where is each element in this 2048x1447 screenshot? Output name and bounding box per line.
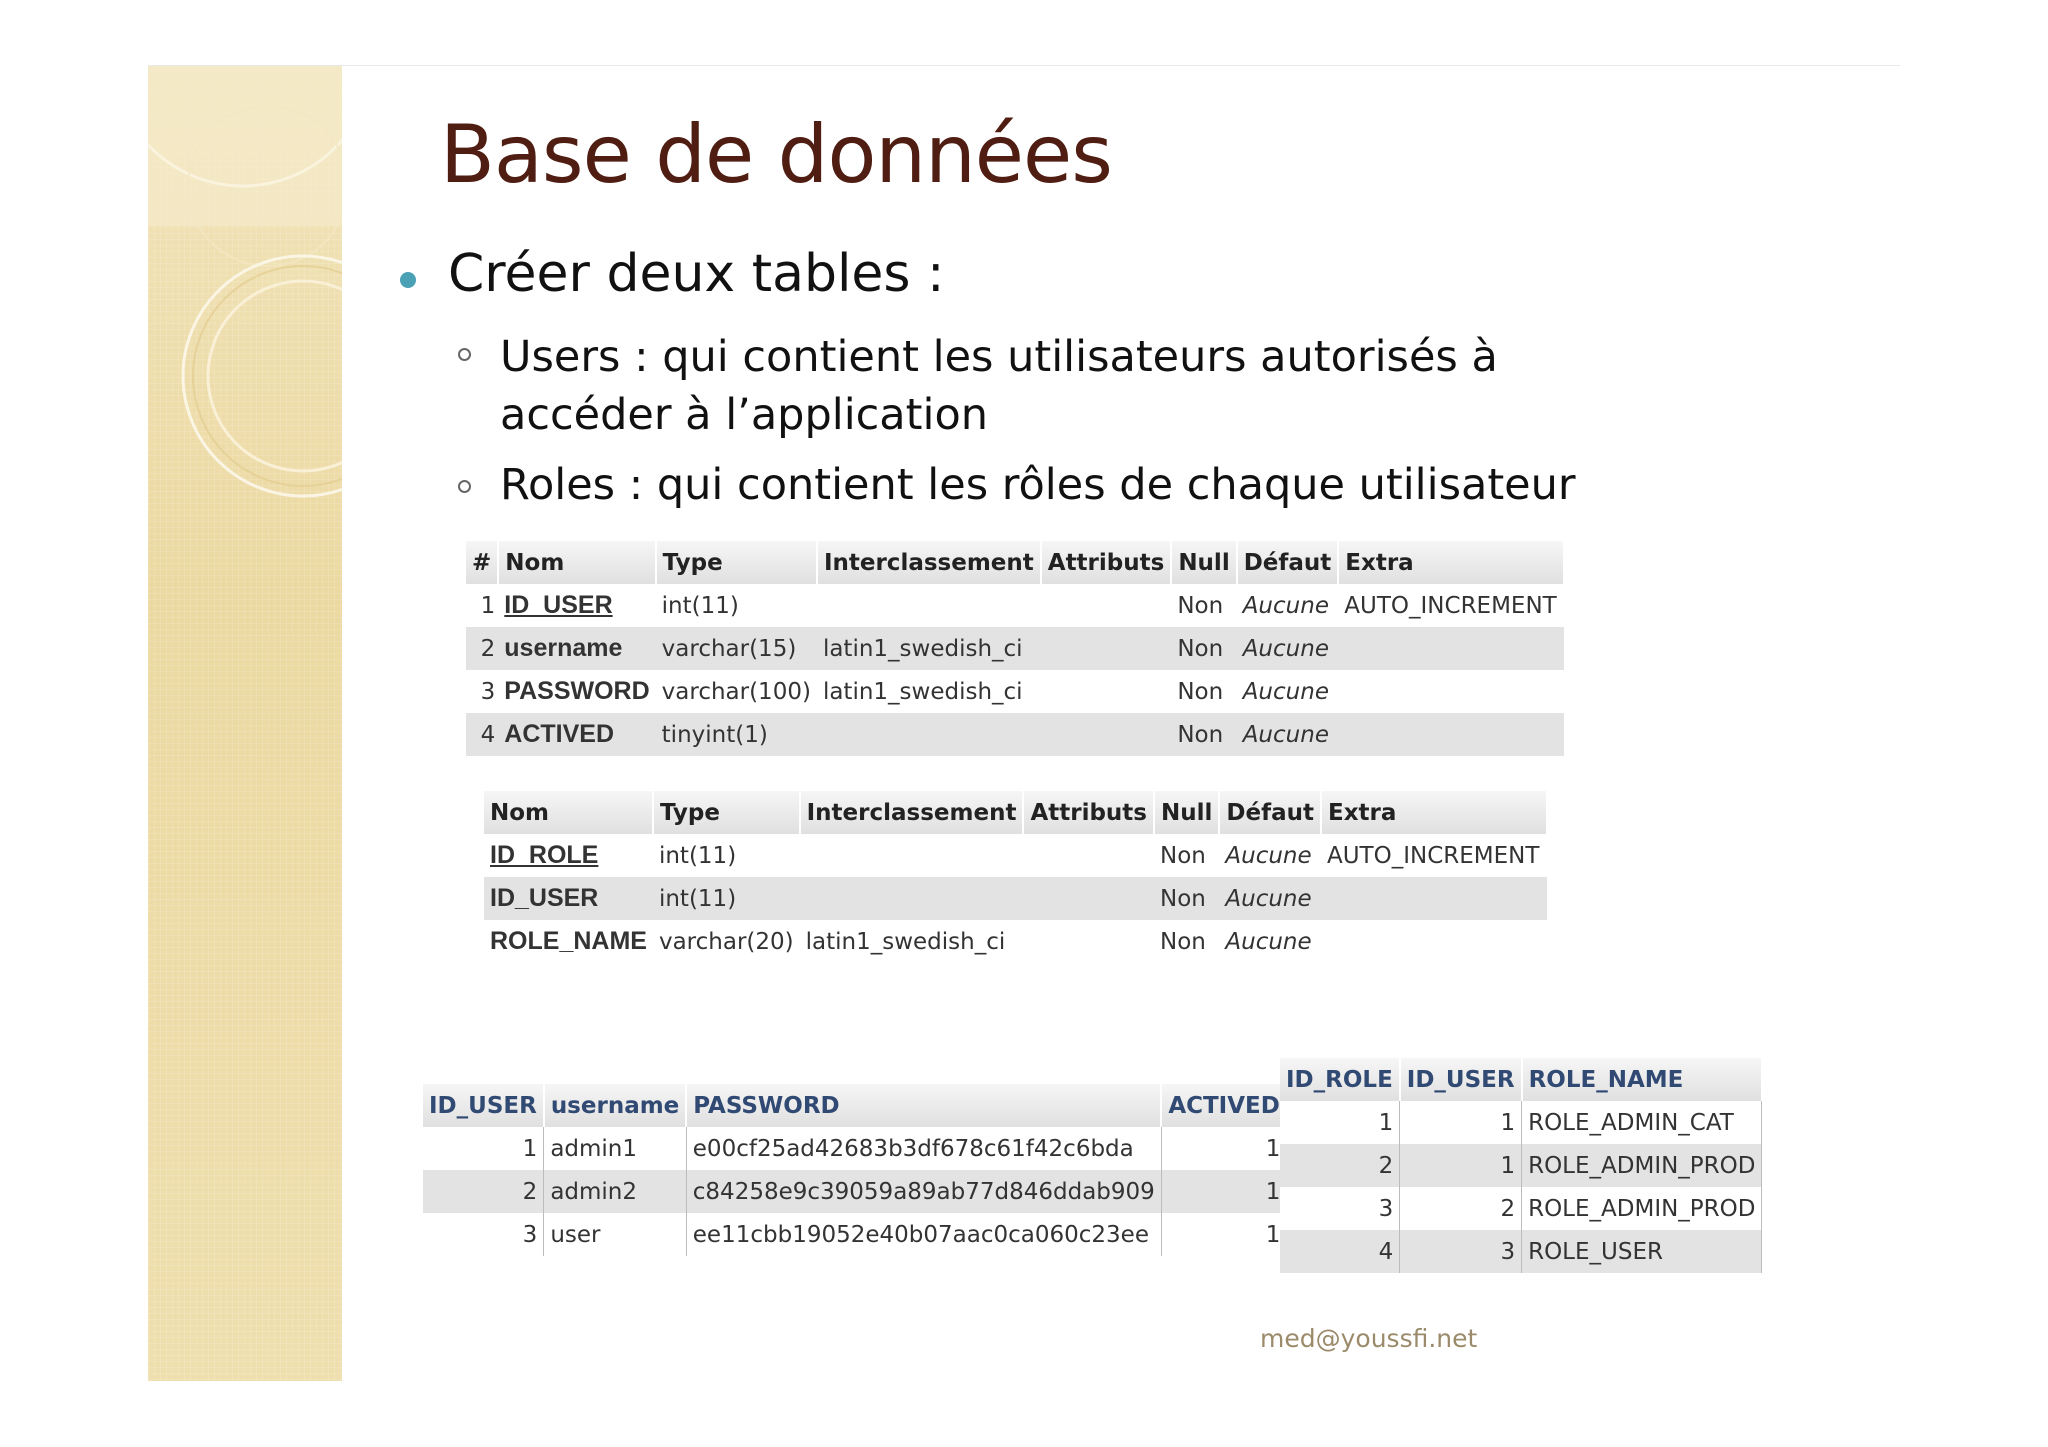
cell-role-name: ROLE_ADMIN_PROD: [1522, 1187, 1762, 1230]
field-name[interactable]: ID_ROLE: [484, 834, 653, 877]
field-attributes: [1023, 920, 1154, 963]
column-header: Type: [656, 541, 817, 584]
decorative-circles: [148, 66, 342, 1381]
row-number: 1: [466, 584, 498, 627]
users-data-table: [423, 1084, 1288, 1256]
field-type: int(11): [656, 584, 817, 627]
cell-password: ee11cbb19052e40b07aac0ca060c23ee: [686, 1213, 1161, 1256]
column-header[interactable]: ID_ROLE: [1280, 1058, 1400, 1101]
column-header: Attributs: [1041, 541, 1172, 584]
field-name: ACTIVED: [498, 713, 655, 756]
users-structure-table: [466, 541, 1565, 756]
field-extra: [1338, 627, 1564, 670]
column-header[interactable]: username: [544, 1084, 686, 1127]
field-null: Non: [1171, 713, 1236, 756]
field-type: varchar(100): [656, 670, 817, 713]
table-row: [484, 920, 1547, 963]
cell-role-name: ROLE_ADMIN_CAT: [1522, 1101, 1762, 1144]
column-header[interactable]: ID_USER: [1400, 1058, 1522, 1101]
cell-id-user: 1: [423, 1127, 544, 1170]
cell-id-role: 1: [1280, 1101, 1400, 1144]
cell-role-name: ROLE_ADMIN_PROD: [1522, 1144, 1762, 1187]
column-header: Interclassement: [817, 541, 1041, 584]
column-header[interactable]: ROLE_NAME: [1522, 1058, 1762, 1101]
column-header: Attributs: [1023, 791, 1154, 834]
table-header-row: [1280, 1058, 1762, 1101]
column-header: Défaut: [1219, 791, 1321, 834]
field-default: Aucune: [1219, 834, 1321, 877]
field-attributes: [1023, 877, 1154, 920]
table-header-row: [466, 541, 1564, 584]
sub-bullet-circle-icon: [458, 480, 471, 493]
field-null: Non: [1171, 670, 1236, 713]
field-type: int(11): [653, 834, 800, 877]
field-default: Aucune: [1237, 670, 1339, 713]
cell-id-user: 2: [1400, 1187, 1522, 1230]
slide-title: Base de données: [440, 108, 1112, 201]
column-header: Null: [1154, 791, 1219, 834]
field-extra: [1338, 670, 1564, 713]
field-extra: [1338, 713, 1564, 756]
table-row: [466, 670, 1564, 713]
cell-username: admin1: [544, 1127, 686, 1170]
sub-bullet-circle-icon: [458, 348, 471, 361]
column-header: Extra: [1321, 791, 1547, 834]
row-number: 4: [466, 713, 498, 756]
field-name: PASSWORD: [498, 670, 655, 713]
cell-password: e00cf25ad42683b3df678c61f42c6bda: [686, 1127, 1161, 1170]
cell-id-user: 1: [1400, 1144, 1522, 1187]
cell-username: admin2: [544, 1170, 686, 1213]
field-default: Aucune: [1237, 713, 1339, 756]
roles-data-table: [1280, 1058, 1763, 1273]
field-default: Aucune: [1237, 584, 1339, 627]
cell-role-name: ROLE_USER: [1522, 1230, 1762, 1273]
field-null: Non: [1171, 627, 1236, 670]
cell-id-role: 3: [1280, 1187, 1400, 1230]
column-header: Type: [653, 791, 800, 834]
field-null: Non: [1171, 584, 1236, 627]
field-collation: latin1_swedish_ci: [817, 670, 1041, 713]
field-name[interactable]: ID_USER: [498, 584, 655, 627]
footer-email: med@youssfi.net: [1260, 1324, 1478, 1353]
field-default: Aucune: [1237, 627, 1339, 670]
column-header: Défaut: [1237, 541, 1339, 584]
roles-structure-table: [484, 791, 1548, 963]
field-attributes: [1041, 627, 1172, 670]
table-row: [423, 1127, 1287, 1170]
field-name: ROLE_NAME: [484, 920, 653, 963]
field-name: username: [498, 627, 655, 670]
table-row: [1280, 1101, 1762, 1144]
field-name: ID_USER: [484, 877, 653, 920]
field-extra: AUTO_INCREMENT: [1321, 834, 1547, 877]
cell-username: user: [544, 1213, 686, 1256]
field-attributes: [1041, 713, 1172, 756]
table-row: [466, 627, 1564, 670]
field-null: Non: [1154, 920, 1219, 963]
column-header: Null: [1171, 541, 1236, 584]
field-default: Aucune: [1219, 920, 1321, 963]
cell-id-user: 2: [423, 1170, 544, 1213]
field-collation: [800, 834, 1024, 877]
sub-bullet-users: Users : qui contient les utilisateurs autorisés à accéder à l’application: [500, 332, 1498, 440]
field-null: Non: [1154, 877, 1219, 920]
field-extra: AUTO_INCREMENT: [1338, 584, 1564, 627]
field-collation: latin1_swedish_ci: [817, 627, 1041, 670]
field-attributes: [1041, 584, 1172, 627]
field-collation: [817, 584, 1041, 627]
row-number: 2: [466, 627, 498, 670]
field-extra: [1321, 877, 1547, 920]
row-number: 3: [466, 670, 498, 713]
field-collation: [800, 877, 1024, 920]
table-row: [466, 584, 1564, 627]
table-row: [484, 877, 1547, 920]
field-default: Aucune: [1219, 877, 1321, 920]
bullet-dot-icon: [400, 272, 416, 288]
decorative-sidebar: [148, 66, 342, 1381]
sub-bullet-roles: Roles : qui contient les rôles de chaque utilisateur: [500, 460, 1576, 510]
cell-id-role: 4: [1280, 1230, 1400, 1273]
cell-id-user: 1: [1400, 1101, 1522, 1144]
table-row: [423, 1213, 1287, 1256]
column-header: Nom: [484, 791, 653, 834]
column-header[interactable]: ACTIVED: [1161, 1084, 1287, 1127]
field-null: Non: [1154, 834, 1219, 877]
field-collation: latin1_swedish_ci: [800, 920, 1024, 963]
table-row: [1280, 1187, 1762, 1230]
column-header[interactable]: PASSWORD: [686, 1084, 1161, 1127]
field-type: varchar(15): [656, 627, 817, 670]
cell-actived: 1: [1161, 1170, 1287, 1213]
field-collation: [817, 713, 1041, 756]
cell-id-user: 3: [423, 1213, 544, 1256]
slide-top-border: [148, 65, 1900, 66]
table-header-row: [423, 1084, 1287, 1127]
cell-password: c84258e9c39059a89ab77d846ddab909: [686, 1170, 1161, 1213]
column-header: #: [466, 541, 498, 584]
field-type: int(11): [653, 877, 800, 920]
column-header[interactable]: ID_USER: [423, 1084, 544, 1127]
cell-id-user: 3: [1400, 1230, 1522, 1273]
table-row: [423, 1170, 1287, 1213]
field-extra: [1321, 920, 1547, 963]
column-header: Interclassement: [800, 791, 1024, 834]
field-type: tinyint(1): [656, 713, 817, 756]
table-row: [1280, 1144, 1762, 1187]
cell-actived: 1: [1161, 1213, 1287, 1256]
column-header: Extra: [1338, 541, 1564, 584]
field-attributes: [1041, 670, 1172, 713]
table-row: [466, 713, 1564, 756]
field-type: varchar(20): [653, 920, 800, 963]
table-row: [1280, 1230, 1762, 1273]
cell-id-role: 2: [1280, 1144, 1400, 1187]
table-header-row: [484, 791, 1547, 834]
main-bullet-text: Créer deux tables :: [448, 244, 945, 304]
field-attributes: [1023, 834, 1154, 877]
column-header: Nom: [498, 541, 655, 584]
table-row: [484, 834, 1547, 877]
cell-actived: 1: [1161, 1127, 1287, 1170]
